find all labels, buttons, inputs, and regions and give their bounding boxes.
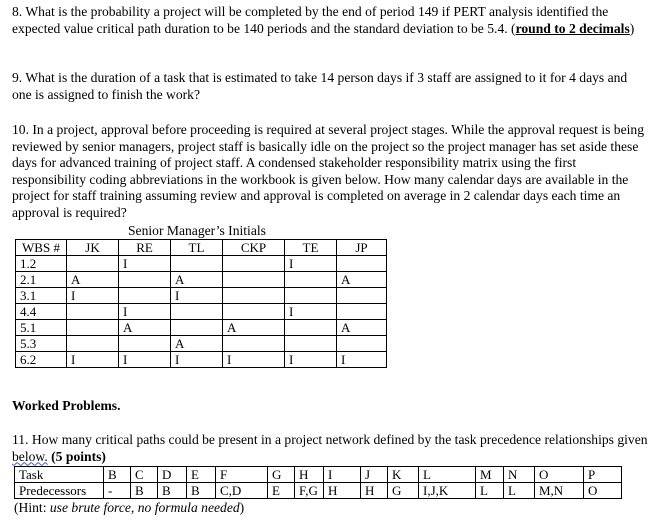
- responsibility-cell: I: [285, 352, 337, 368]
- responsibility-cell: I: [285, 256, 337, 272]
- predecessor-cell: E: [268, 483, 295, 499]
- responsibility-cell: [337, 288, 387, 304]
- responsibility-cell: I: [337, 352, 387, 368]
- predecessor-cell: M,N: [535, 483, 584, 499]
- task-cell: P: [584, 467, 622, 483]
- responsibility-cell: [285, 336, 337, 352]
- precedence-table: [14, 466, 622, 499]
- responsibility-cell: [223, 272, 285, 288]
- task-cell: O: [535, 467, 584, 483]
- wbs-cell: 3.1: [16, 288, 67, 304]
- task-row-label: Task: [15, 467, 104, 483]
- predecessor-cell: I,J,K: [419, 483, 476, 499]
- responsibility-cell: A: [337, 272, 387, 288]
- responsibility-cell: [67, 256, 119, 272]
- task-row: [15, 467, 622, 483]
- wbs-cell: 5.3: [16, 336, 67, 352]
- predecessor-cell: G: [388, 483, 419, 499]
- responsibility-cell: [337, 304, 387, 320]
- predecessor-cell: L: [476, 483, 504, 499]
- responsibility-cell: [67, 304, 119, 320]
- predecessor-cell: B: [187, 483, 216, 499]
- matrix-header-cell: WBS #: [16, 240, 67, 256]
- responsibility-cell: [285, 272, 337, 288]
- task-cell: G: [268, 467, 295, 483]
- responsibility-cell: [171, 320, 223, 336]
- responsibility-cell: [285, 320, 337, 336]
- responsibility-cell: I: [171, 288, 223, 304]
- wbs-cell: 1.2: [16, 256, 67, 272]
- responsibility-cell: [119, 336, 171, 352]
- task-cell: J: [361, 467, 388, 483]
- responsibility-matrix: [15, 239, 387, 368]
- question-10: 10. In a project, approval before proceeding is required at several project stages. While the approval request is being reviewed by senior managers, project staff is basically idle on the project so the project manager has set aside these days for advanced training of project staff. A condensed stakeholder responsibility matrix using the first responsibility coding abbreviations in the workbook is given below. How many calendar days are available in the project for staff training assuming review and approval is completed on average in 2 calendar days each time an approval is required?: [12, 122, 644, 220]
- task-cell: I: [324, 467, 361, 483]
- responsibility-cell: I: [223, 352, 285, 368]
- responsibility-cell: [285, 288, 337, 304]
- responsibility-cell: [171, 304, 223, 320]
- task-cell: K: [388, 467, 419, 483]
- wbs-cell: 4.4: [16, 304, 67, 320]
- matrix-header-cell: TE: [285, 240, 337, 256]
- responsibility-cell: [223, 304, 285, 320]
- responsibility-cell: [67, 320, 119, 336]
- predecessor-cell: B: [131, 483, 158, 499]
- responsibility-cell: A: [67, 272, 119, 288]
- matrix-row: [16, 336, 387, 352]
- responsibility-cell: I: [285, 304, 337, 320]
- predecessor-cell: H: [361, 483, 388, 499]
- responsibility-cell: A: [223, 320, 285, 336]
- responsibility-cell: A: [171, 336, 223, 352]
- matrix-header-cell: RE: [119, 240, 171, 256]
- matrix-header-row: [16, 240, 387, 256]
- predecessor-row-label: Predecessors: [15, 483, 104, 499]
- hint: (Hint: use brute force, no formula needed): [14, 500, 245, 515]
- responsibility-cell: A: [119, 320, 171, 336]
- wbs-cell: 6.2: [16, 352, 67, 368]
- matrix-row: [16, 272, 387, 288]
- matrix-caption: Senior Manager’s Initials: [128, 223, 266, 238]
- predecessor-cell: C,D: [216, 483, 268, 499]
- predecessor-cell: O: [584, 483, 622, 499]
- task-cell: L: [419, 467, 476, 483]
- task-cell: H: [295, 467, 324, 483]
- matrix-row: [16, 256, 387, 272]
- predecessor-cell: L: [504, 483, 535, 499]
- task-cell: N: [504, 467, 535, 483]
- predecessor-cell: -: [104, 483, 131, 499]
- matrix-row: [16, 320, 387, 336]
- responsibility-cell: I: [119, 256, 171, 272]
- responsibility-cell: [171, 256, 223, 272]
- responsibility-cell: [119, 288, 171, 304]
- responsibility-cell: [337, 336, 387, 352]
- responsibility-cell: I: [119, 304, 171, 320]
- question-8: 8. What is the probability a project will be completed by the end of period 149 if PERT analysis identified the expected value critical path duration to be 140 periods and the standard deviation to be 5.4. (round to 2 decimals): [12, 4, 635, 36]
- wbs-cell: 5.1: [16, 320, 67, 336]
- responsibility-cell: [223, 256, 285, 272]
- matrix-header-cell: JP: [337, 240, 387, 256]
- predecessor-cell: H: [324, 483, 361, 499]
- predecessor-cell: F,G: [295, 483, 324, 499]
- rounding-instruction: round to 2 decimals: [515, 20, 630, 36]
- predecessor-cell: B: [158, 483, 187, 499]
- task-cell: C: [131, 467, 158, 483]
- wbs-cell: 2.1: [16, 272, 67, 288]
- task-cell: E: [187, 467, 216, 483]
- task-cell: D: [158, 467, 187, 483]
- matrix-row: [16, 352, 387, 368]
- responsibility-cell: A: [337, 320, 387, 336]
- question-9: 9. What is the duration of a task that is estimated to take 14 person days if 3 staff are assigned to it for 4 days and one is assigned to finish the work?: [12, 70, 628, 102]
- responsibility-cell: I: [67, 352, 119, 368]
- responsibility-cell: [67, 336, 119, 352]
- matrix-header-cell: CKP: [223, 240, 285, 256]
- predecessor-row: [15, 483, 622, 499]
- responsibility-cell: [119, 272, 171, 288]
- matrix-header-cell: JK: [67, 240, 119, 256]
- matrix-row: [16, 288, 387, 304]
- responsibility-cell: A: [171, 272, 223, 288]
- points-label: (5 points): [51, 448, 106, 464]
- matrix-header-cell: TL: [171, 240, 223, 256]
- responsibility-cell: [223, 288, 285, 304]
- responsibility-cell: I: [119, 352, 171, 368]
- responsibility-cell: [337, 256, 387, 272]
- task-cell: F: [216, 467, 268, 483]
- responsibility-cell: I: [171, 352, 223, 368]
- responsibility-cell: [223, 336, 285, 352]
- task-cell: M: [476, 467, 504, 483]
- matrix-row: [16, 304, 387, 320]
- responsibility-cell: I: [67, 288, 119, 304]
- squiggle-word: below.: [12, 448, 48, 464]
- question-11: 11. How many critical paths could be present in a project network defined by the task precedence relationships given below. (5 points): [12, 432, 648, 464]
- worked-problems-heading: Worked Problems.: [12, 398, 121, 413]
- task-cell: B: [104, 467, 131, 483]
